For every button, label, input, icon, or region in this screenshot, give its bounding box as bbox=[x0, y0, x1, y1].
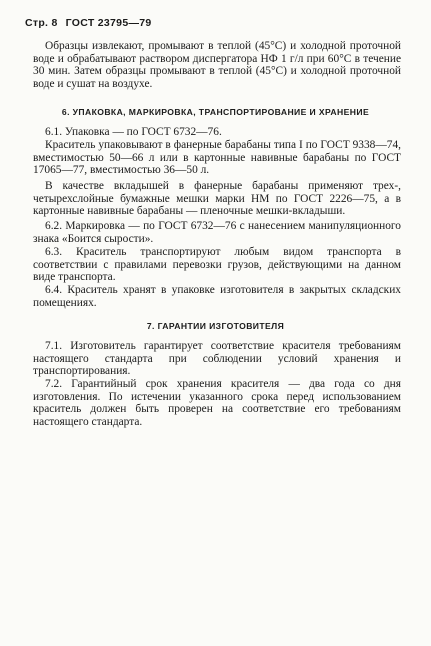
paragraph-6-1-packaging: Краситель упаковывают в фанерные барабаны типа I по ГОСТ 9338—74, вместимостью 50—66 л или в картонные навивные барабаны по ГОСТ 17065—77, вместимостью 36—50 л. bbox=[33, 139, 401, 177]
paragraph-6-1-liners: В качестве вкладышей в фанерные барабаны применяют трех-, четырехслойные бумажные мешки марки НМ по ГОСТ 2226—75, а в картонные навивные барабаны — пленочные мешки-вкладыши. bbox=[33, 180, 401, 218]
section-6-heading: 6. УПАКОВКА, МАРКИРОВКА, ТРАНСПОРТИРОВАНИЕ И ХРАНЕНИЕ bbox=[61, 107, 370, 117]
paragraph-7-1: 7.1. Изготовитель гарантирует соответствие красителя требованиям настоящего стандарта при соблюдении условий хранения и транспортирования. bbox=[33, 340, 401, 378]
page-number: Стр. 8 bbox=[25, 17, 58, 29]
intro-paragraph: Образцы извлекают, промывают в теплой (45°С) и холодной проточной воде и обрабатывают раствором диспергатора НФ 1 г/л при 60°С в течение 30 мин. Затем образцы промывают в теплой (45°С) и холодной проточной воде и сушат на воздухе. bbox=[33, 40, 401, 90]
paragraph-7-2: 7.2. Гарантийный срок хранения красителя — два года со дня изготовления. По истечении указанного срока перед использованием краситель должен быть проверен на соответствие его требованиям настоящего стандарта. bbox=[33, 378, 401, 428]
page-header bbox=[25, 17, 160, 29]
paragraph-6-2: 6.2. Маркировка — по ГОСТ 6732—76 с нанесением манипуляционного знака «Боится сырости». bbox=[33, 220, 401, 245]
section-7-heading: 7. ГАРАНТИИ ИЗГОТОВИТЕЛЯ bbox=[146, 321, 285, 331]
paragraph-6-1: 6.1. Упаковка — по ГОСТ 6732—76. bbox=[45, 126, 222, 138]
paragraph-6-3: 6.3. Краситель транспортируют любым видом транспорта в соответствии с правилами перевозки грузов, действующими на данном виде транспорта. bbox=[33, 246, 401, 284]
paragraph-6-4: 6.4. Краситель хранят в упаковке изготовителя в закрытых складских помещениях. bbox=[33, 284, 401, 309]
standard-code: ГОСТ 23795—79 bbox=[65, 17, 152, 29]
